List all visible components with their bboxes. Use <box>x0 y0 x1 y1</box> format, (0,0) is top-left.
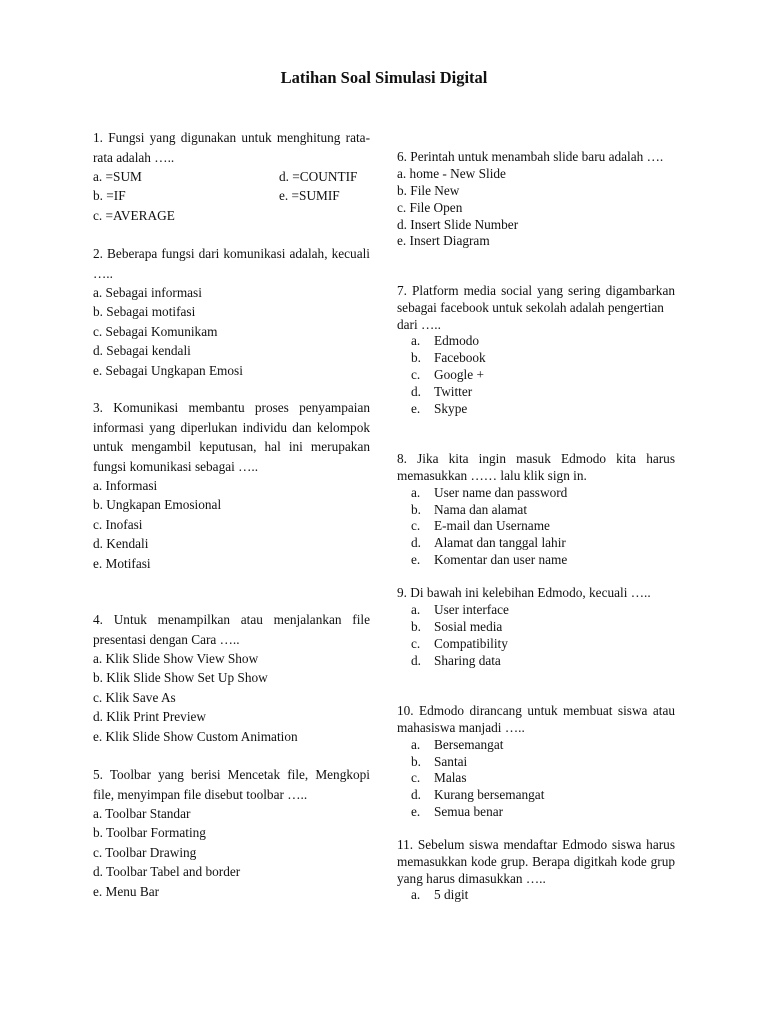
option: a. User name dan password <box>411 484 568 500</box>
question-4 <box>93 610 370 746</box>
question-11-stem: 11. Sebelum siswa mendaftar Edmodo siswa harus memasukkan kode grup. Berapa digitkah kode grup yang harus dimasukkan ….. <box>397 837 675 886</box>
question-7-stem: 7. Platform media social yang sering digambarkan sebagai facebook untuk sekolah adalah pengertian <box>397 283 675 315</box>
question-3-stem: 3. Komunikasi membantu proses penyampaian informasi yang diperlukan individu dan kelompok untuk mengambil keputusan, hal ini merupakan fungsi komunikasi sebagai ….. <box>93 400 370 474</box>
option: a. Toolbar Standar <box>93 806 191 821</box>
question-2 <box>93 244 370 380</box>
option: e. Motifasi <box>93 555 151 571</box>
option: d. Klik Print Preview <box>93 709 207 725</box>
option: b. Santai <box>411 753 468 769</box>
question-2-stem: 2. Beberapa fungsi dari komunikasi adalah, kecuali ….. <box>93 246 370 281</box>
option: c. Toolbar Drawing <box>93 844 197 860</box>
question-3 <box>93 398 370 573</box>
option: a. Informasi <box>93 478 158 493</box>
option: a. Edmodo <box>411 333 480 349</box>
option: b. Nama dan alamat <box>411 501 528 517</box>
option: c. Klik Save As <box>93 689 176 705</box>
option: e. Sebagai Ungkapan Emosi <box>93 362 243 378</box>
question-6 <box>397 149 675 250</box>
question-11 <box>397 837 675 904</box>
option: c. File Open <box>397 199 463 215</box>
option: c. Malas <box>411 770 467 786</box>
question-10-stem: 10. Edmodo dirancang untuk membuat siswa atau mahasiswa manjadi ….. <box>397 703 675 735</box>
option: d. Sharing data <box>411 652 501 668</box>
question-4-stem: 4. Untuk menampilkan atau menjalankan file presentasi dengan Cara ….. <box>93 612 370 647</box>
option: c. E-mail dan Username <box>411 518 550 534</box>
question-8-stem: 8. Jika kita ingin masuk Edmodo kita harus memasukkan …… lalu klik sign in. <box>397 451 675 483</box>
question-1-stem: 1. Fungsi yang digunakan untuk menghitung rata-rata adalah ….. <box>93 130 370 165</box>
question-10 <box>397 703 675 821</box>
question-7 <box>397 283 675 418</box>
option: a. Klik Slide Show View Show <box>93 651 259 666</box>
option: d. =COUNTIF <box>279 169 358 184</box>
option: e. Insert Diagram <box>397 233 490 249</box>
page-title: Latihan Soal Simulasi Digital <box>280 68 488 87</box>
option: c. =AVERAGE <box>93 207 175 223</box>
option: b. Sebagai motifasi <box>93 304 196 320</box>
question-1 <box>93 128 370 225</box>
option: d. Toolbar Tabel and border <box>93 864 241 880</box>
option: b. =IF <box>93 188 126 204</box>
option: c. Compatibility <box>411 635 508 651</box>
option: b. Sosial media <box>411 618 503 634</box>
option: d. Sebagai kendali <box>93 343 191 359</box>
option: d. Insert Slide Number <box>397 216 519 232</box>
option: a. Bersemangat <box>411 736 504 752</box>
question-5 <box>93 765 370 901</box>
option: a. User interface <box>411 601 509 617</box>
option: a. 5 digit <box>411 887 469 903</box>
option: d. Alamat dan tanggal lahir <box>411 535 566 551</box>
option: e. Klik Slide Show Custom Animation <box>93 728 298 744</box>
option: d. Kurang bersemangat <box>411 787 545 803</box>
option: b. File New <box>397 182 460 198</box>
option: b. Toolbar Formating <box>93 825 206 841</box>
option: c. Inofasi <box>93 516 143 532</box>
option: d. Kendali <box>93 536 149 552</box>
question-8 <box>397 451 675 569</box>
option: d. Twitter <box>411 384 473 400</box>
option: e. Komentar dan user name <box>411 552 568 568</box>
question-6-stem: 6. Perintah untuk menambah slide baru adalah …. <box>397 149 664 164</box>
option: c. Sebagai Komunikam <box>93 323 218 339</box>
question-5-stem: 5. Toolbar yang berisi Mencetak file, Mengkopi file, menyimpan file disebut toolbar ….. <box>93 767 370 802</box>
option: a. =SUM <box>93 169 142 184</box>
question-7-stem-cont: dari ….. <box>397 316 441 332</box>
option: a. home - New Slide <box>397 165 506 181</box>
option: e. Semua benar <box>411 804 504 820</box>
option: a. Sebagai informasi <box>93 285 202 300</box>
option: b. Facebook <box>411 350 486 366</box>
option: b. Klik Slide Show Set Up Show <box>93 670 268 686</box>
question-9 <box>397 585 675 669</box>
question-9-stem: 9. Di bawah ini kelebihan Edmodo, kecuali ….. <box>397 585 651 600</box>
option: e. Menu Bar <box>93 883 160 899</box>
option: b. Ungkapan Emosional <box>93 497 222 513</box>
option: e. Skype <box>411 401 468 417</box>
option: e. =SUMIF <box>279 188 340 204</box>
option: c. Google + <box>411 367 484 383</box>
